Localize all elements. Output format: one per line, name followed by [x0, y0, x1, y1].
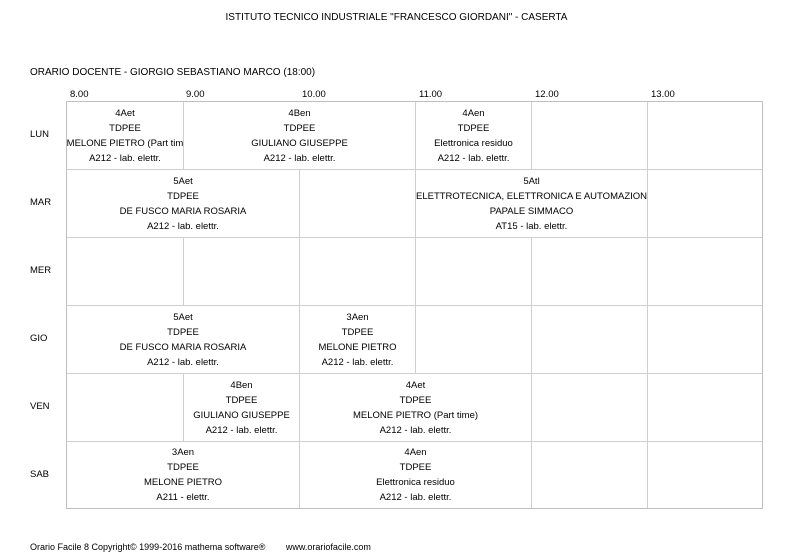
lesson-subject: TDPEE — [167, 326, 199, 338]
lesson-subject: TDPEE — [167, 190, 199, 202]
timetable-grid — [66, 101, 763, 509]
hour-label: 9.00 — [186, 89, 205, 100]
hour-label: 11.00 — [419, 89, 443, 100]
lesson-subject: TDPEE — [167, 462, 199, 473]
lesson-class: 5Aet — [173, 311, 193, 323]
page-title: ISTITUTO TECNICO INDUSTRIALE "FRANCESCO GIORDANI" - CASERTA — [225, 12, 568, 23]
footer — [30, 542, 371, 552]
lesson-room: A212 - lab. elettr. — [321, 356, 394, 368]
lesson-subject: TDPEE — [225, 394, 258, 406]
day-label: GIO — [30, 333, 48, 344]
lesson-class: 4Aen — [404, 447, 427, 458]
lesson-cell[interactable] — [416, 102, 531, 169]
lesson-subject: TDPEE — [399, 462, 432, 473]
lesson-class: 3Aen — [346, 311, 369, 323]
lesson-teacher: MELONE PIETRO — [318, 341, 397, 353]
lesson-class: 4Ben — [230, 379, 253, 391]
lesson-subject: TDPEE — [109, 122, 141, 134]
lesson-class: 4Aet — [405, 379, 426, 391]
footer-url-link[interactable]: www.orariofacile.com — [285, 542, 371, 552]
lesson-cell[interactable] — [67, 170, 299, 237]
lesson-room: AT15 - lab. elettr. — [495, 220, 568, 232]
lesson-class: 5Aet — [173, 175, 193, 187]
teacher-heading: ORARIO DOCENTE - GIORGIO SEBASTIANO MARCO (18:00) — [30, 67, 316, 78]
lesson-room: A212 - lab. elettr. — [379, 492, 452, 503]
lesson-teacher: GIULIANO GIUSEPPE — [251, 137, 348, 149]
hour-label: 13.00 — [651, 89, 675, 100]
lesson-room: A212 - lab. elettr. — [147, 220, 219, 232]
footer-copyright: Orario Facile 8 Copyright© 1999-2016 mathema software® — [30, 542, 266, 552]
lesson-subject: ELETTROTECNICA, ELETTRONICA E AUTOMAZION — [416, 190, 647, 202]
lesson-subject: TDPEE — [457, 122, 490, 134]
lesson-cell[interactable] — [67, 102, 183, 169]
lesson-teacher: MELONE PIETRO — [143, 477, 223, 488]
lesson-cell[interactable] — [300, 442, 531, 508]
lesson-class: 4Aet — [115, 107, 135, 119]
day-label: MER — [30, 265, 52, 276]
day-label: VEN — [30, 401, 50, 412]
day-label: LUN — [30, 129, 50, 140]
lesson-teacher: MELONE PIETRO (Part tim — [67, 137, 183, 149]
lesson-subject: TDPEE — [283, 122, 316, 134]
lesson-class: 5Atl — [523, 175, 540, 187]
lesson-teacher: MELONE PIETRO (Part time) — [352, 409, 479, 421]
lesson-cell[interactable] — [416, 170, 647, 237]
lesson-class: 4Ben — [288, 107, 311, 119]
lesson-cell[interactable] — [300, 306, 415, 373]
lesson-room: A212 - lab. elettr. — [379, 424, 452, 436]
hour-label: 8.00 — [70, 89, 89, 100]
lesson-teacher: Elettronica residuo — [434, 137, 513, 149]
lesson-room: A212 - lab. elettr. — [205, 424, 278, 436]
lesson-room: A212 - lab. elettr. — [263, 152, 336, 164]
lesson-cell[interactable] — [184, 374, 299, 441]
grid-line — [67, 237, 762, 238]
lesson-room: A211 - elettr. — [156, 492, 210, 503]
lesson-teacher: Elettronica residuo — [376, 477, 455, 488]
lesson-teacher: PAPALE SIMMACO — [489, 205, 574, 217]
lesson-cell[interactable] — [300, 374, 531, 441]
lesson-room: A212 - lab. elettr. — [89, 152, 161, 164]
day-label: MAR — [30, 197, 52, 208]
lesson-subject: TDPEE — [341, 326, 374, 338]
hour-label: 10.00 — [302, 89, 326, 100]
lesson-teacher: DE FUSCO MARIA ROSARIA — [119, 205, 247, 217]
lesson-subject: TDPEE — [399, 394, 432, 406]
hour-label: 12.00 — [535, 89, 559, 100]
lesson-cell[interactable] — [67, 306, 299, 373]
lesson-class: 3Aen — [171, 447, 195, 458]
lesson-cell[interactable] — [184, 102, 415, 169]
lesson-teacher: GIULIANO GIUSEPPE — [193, 409, 290, 421]
lesson-room: A212 - lab. elettr. — [437, 152, 510, 164]
day-label: SAB — [30, 469, 50, 480]
lesson-cell[interactable] — [67, 442, 299, 508]
lesson-teacher: DE FUSCO MARIA ROSARIA — [119, 341, 247, 353]
lesson-room: A212 - lab. elettr. — [147, 356, 219, 368]
lesson-class: 4Aen — [462, 107, 485, 119]
